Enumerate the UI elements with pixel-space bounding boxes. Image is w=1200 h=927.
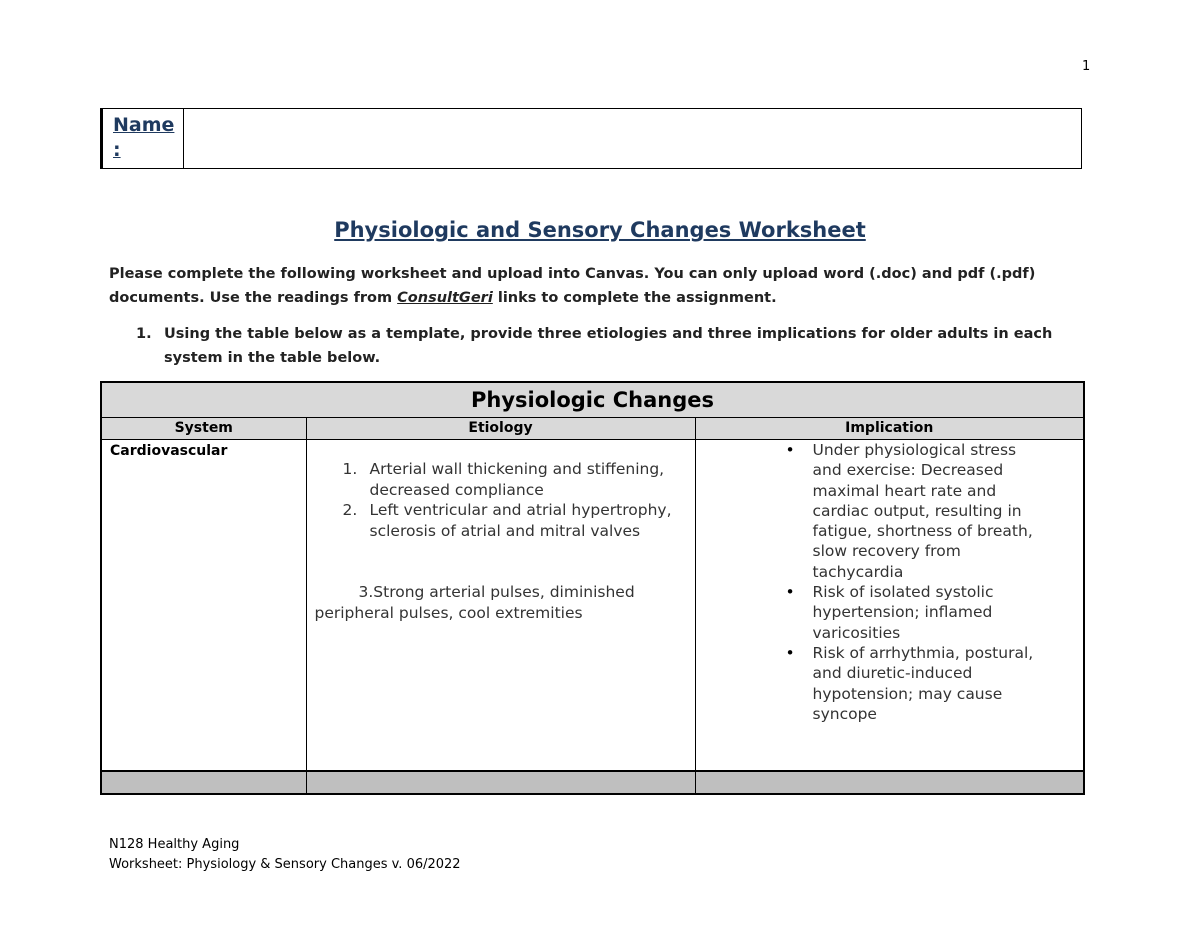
table-header: Physiologic Changes (101, 382, 1084, 418)
name-table (100, 108, 1082, 169)
worksheet-title: Physiologic and Sensory Changes Worksheet (334, 218, 866, 242)
system-name: Cardiovascular (110, 443, 228, 459)
column-header-system: System (101, 418, 306, 440)
instructions-paragraph (109, 262, 1099, 310)
table-footer-row (101, 771, 1084, 794)
implication-cell[interactable] (695, 440, 1084, 772)
physiologic-changes-table (100, 381, 1085, 795)
implication-item (786, 582, 1041, 643)
footer-cell-etiology[interactable] (306, 771, 695, 794)
etiology-item (343, 500, 673, 541)
etiology-text: Arterial wall thickening and stiffening, decreased compliance (369, 460, 665, 499)
implication-text: Risk of arrhythmia, postural, and diuretic-induced hypotension; may cause syncope (812, 643, 1034, 723)
column-header-etiology: Etiology (306, 418, 695, 440)
etiology-item (343, 459, 673, 500)
question-1 (136, 322, 1076, 370)
footer-cell-system[interactable] (101, 771, 306, 794)
name-label (102, 109, 184, 169)
footer-cell-implication[interactable] (695, 771, 1084, 794)
implication-list (786, 440, 1041, 724)
question-number: 1. (136, 326, 152, 342)
bullet-icon: • (785, 643, 795, 662)
name-label-colon: : (113, 139, 121, 161)
implication-text: Risk of isolated systolic hypertension; inflamed varicosities (812, 583, 994, 642)
system-cell[interactable] (101, 440, 306, 772)
name-input-field[interactable] (184, 109, 1082, 169)
name-label-text: Name (113, 114, 175, 136)
etiology-list (343, 459, 673, 541)
etiology-text: Left ventricular and atrial hypertrophy, sclerosis of atrial and mitral valves (369, 501, 672, 540)
page-number: 1 (1082, 59, 1091, 74)
implication-text: Under physiological stress and exercise: Decreased maximal heart rate and cardiac output, resulting in fatigue, shortness of breath, slow recovery from tachycardia (812, 441, 1033, 581)
consultgeri-link[interactable]: ConsultGeri (397, 290, 493, 306)
etiology-item-3: 3.Strong arterial pulses, diminished peripheral pulses, cool extremities (314, 583, 635, 622)
footer-course: N128 Healthy Aging (109, 837, 240, 852)
bullet-icon: • (785, 583, 795, 602)
implication-item (786, 643, 1041, 724)
etiology-number: 2. (342, 501, 358, 519)
bullet-icon: • (785, 441, 795, 459)
etiology-cell[interactable] (306, 440, 695, 772)
instructions-text-2: links to complete the assignment. (492, 290, 777, 306)
instructions-text-1: Please complete the following worksheet and upload into Canvas. You can only upload word (.doc) and pdf (.pdf) documents. Use the readings from (109, 266, 1036, 306)
page-footer (109, 835, 461, 875)
table-row-cardiovascular (101, 440, 1084, 772)
column-header-implication: Implication (695, 418, 1084, 440)
implication-item (786, 440, 1041, 582)
footer-version: Worksheet: Physiology & Sensory Changes v. 06/2022 (109, 857, 461, 872)
question-text: Using the table below as a template, provide three etiologies and three implications for older adults in each system in the table below. (164, 326, 1053, 366)
etiology-number: 1. (342, 460, 358, 478)
